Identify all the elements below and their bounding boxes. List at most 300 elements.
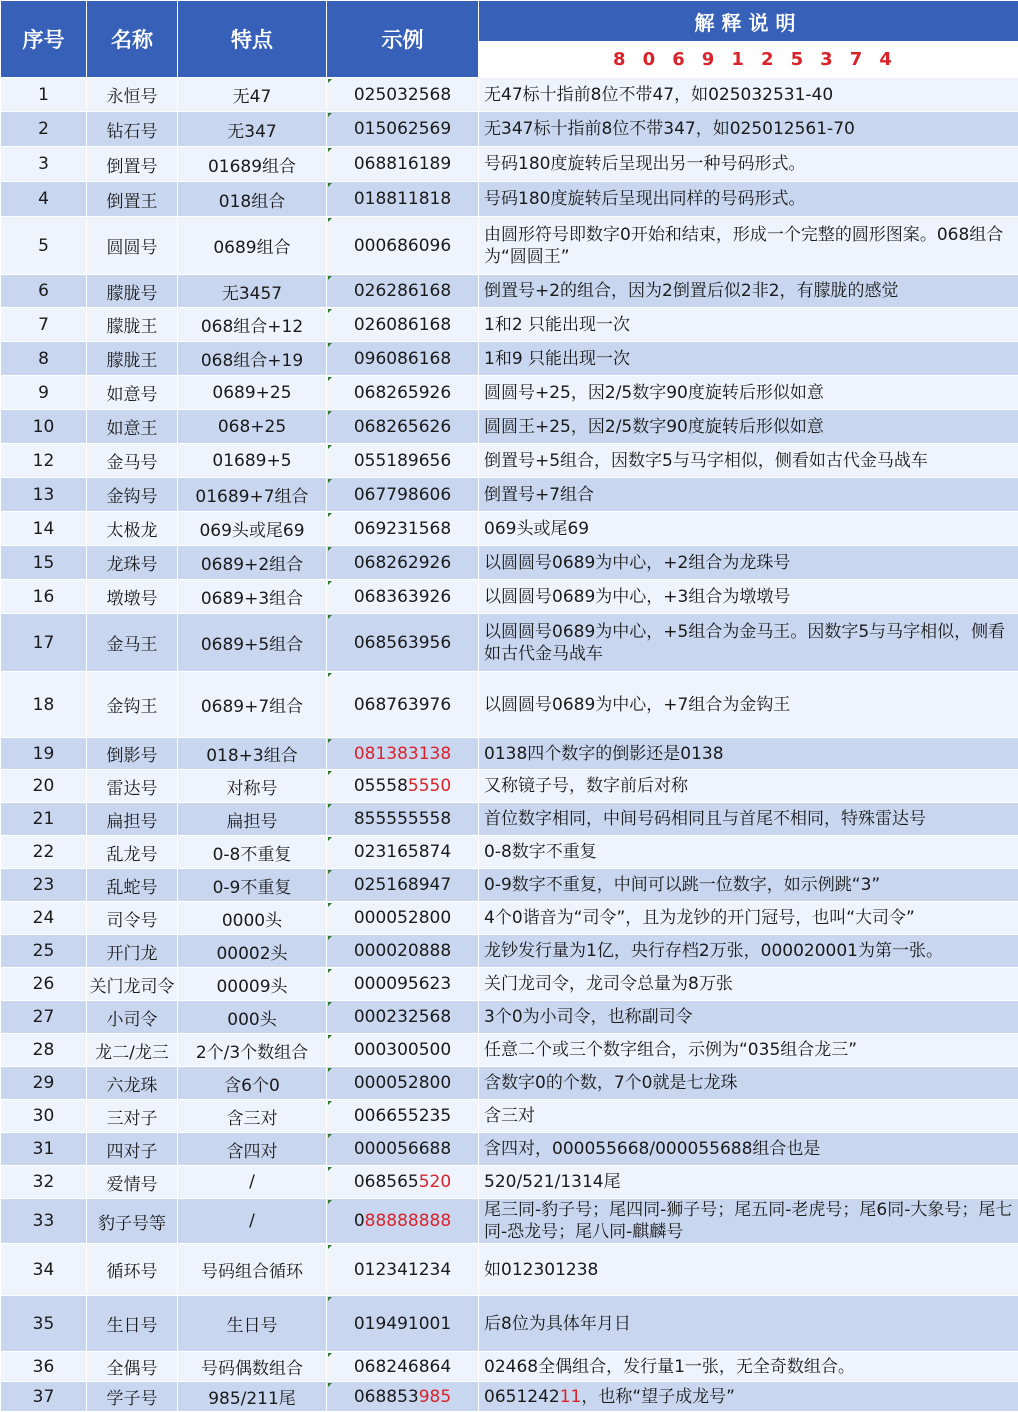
example-digits: 000056688: [354, 1139, 451, 1159]
row-feature: 0000头: [178, 902, 327, 935]
row-description: [479, 1296, 1018, 1352]
row-name: 全偶号: [87, 1352, 178, 1382]
row-index: 37: [1, 1382, 87, 1412]
row-index: 27: [1, 1001, 87, 1034]
row-index: 1: [1, 78, 87, 112]
header-feature: 特点: [178, 1, 327, 78]
table-row: [1, 512, 1018, 546]
row-example: [327, 410, 479, 444]
description-text: 任意二个或三个数字组合，示例为“035组合龙三”: [484, 1040, 857, 1060]
description-text: 1和9 只能出现一次: [484, 349, 630, 369]
description-text: 含数字0的个数，7个0就是七龙珠: [484, 1073, 737, 1093]
table-row: [1, 182, 1018, 217]
description-text: 圆圆号+25，因2/5数字90度旋转后形似如意: [484, 383, 824, 403]
description-text: 又称镜子号，数字前后对称: [484, 776, 688, 796]
table-row: [1, 78, 1018, 112]
row-name: 如意王: [87, 410, 178, 444]
header-digit-sequence: [479, 42, 1018, 78]
description-text: 以圆圆号0689为中心，+3组合为墩墩号: [484, 587, 790, 607]
row-name: 学子号: [87, 1382, 178, 1412]
row-example: [327, 217, 479, 275]
row-name: 司令号: [87, 902, 178, 935]
example-digits: 006655235: [354, 1106, 451, 1126]
row-feature: 0689组合: [178, 217, 327, 275]
row-index: 36: [1, 1352, 87, 1382]
header-description: 解释说明: [479, 1, 1018, 42]
description-text: 069头或尾69: [484, 519, 589, 539]
row-description: [479, 1034, 1018, 1067]
row-name: 生日号: [87, 1296, 178, 1352]
row-example: [327, 836, 479, 869]
example-digits: 05558: [354, 776, 408, 796]
row-index: 9: [1, 376, 87, 410]
digit: 0: [643, 49, 673, 70]
row-name: 墩墩号: [87, 580, 178, 614]
table-row: [1, 1352, 1018, 1382]
row-description: [479, 672, 1018, 738]
example-digits: 019491001: [354, 1314, 451, 1334]
description-text: 以圆圆号0689为中心，+2组合为龙珠号: [484, 553, 790, 573]
row-name: 豹子号等: [87, 1199, 178, 1244]
row-description: [479, 1100, 1018, 1133]
row-index: 33: [1, 1199, 87, 1244]
description-text: 0651242: [484, 1387, 560, 1407]
row-description: [479, 1382, 1018, 1412]
row-name: 循环号: [87, 1244, 178, 1296]
row-feature: 01689+7组合: [178, 478, 327, 512]
row-description: [479, 1067, 1018, 1100]
table-row: [1, 902, 1018, 935]
row-description: [479, 1133, 1018, 1166]
row-name: 金钩王: [87, 672, 178, 738]
row-feature: 号码组合循环: [178, 1244, 327, 1296]
row-index: 28: [1, 1034, 87, 1067]
example-digits: 068563956: [354, 633, 451, 653]
table-row: [1, 738, 1018, 770]
description-text: 如012301238: [484, 1260, 598, 1280]
description-text: 02468全偶组合，发行量1一张，无全奇数组合。: [484, 1357, 855, 1377]
description-text: 号码180度旋转后呈现出另一种号码形式。: [484, 154, 805, 174]
row-feature: 无347: [178, 112, 327, 147]
row-feature: /: [178, 1199, 327, 1244]
row-index: 12: [1, 444, 87, 478]
table-row: [1, 672, 1018, 738]
row-description: [479, 738, 1018, 770]
digit: 5: [791, 49, 821, 70]
example-digits: 026086168: [354, 315, 451, 335]
row-example: [327, 935, 479, 968]
row-example: [327, 1296, 479, 1352]
example-highlight-digits: 520: [419, 1172, 451, 1192]
row-index: 34: [1, 1244, 87, 1296]
row-index: 29: [1, 1067, 87, 1100]
row-name: 圆圆号: [87, 217, 178, 275]
row-feature: 0689+7组合: [178, 672, 327, 738]
row-feature: 号码偶数组合: [178, 1352, 327, 1382]
example-digits: 026286168: [354, 281, 451, 301]
description-text: 尾三同-豹子号；尾四同-狮子号；尾五同-老虎号；尾6同-大象号；尾七同-恐龙号；尾八同-麒麟号: [484, 1200, 1012, 1242]
example-highlight-digits: 88888888: [365, 1211, 452, 1231]
row-index: 10: [1, 410, 87, 444]
row-description: [479, 217, 1018, 275]
description-text: 0138四个数字的倒影还是0138: [484, 744, 724, 764]
digit: 8: [613, 49, 643, 70]
example-digits: 068565: [354, 1172, 419, 1192]
row-example: [327, 1133, 479, 1166]
row-name: 小司令: [87, 1001, 178, 1034]
table-row: [1, 546, 1018, 580]
table-row: [1, 580, 1018, 614]
description-text: 0-8数字不重复: [484, 842, 597, 862]
table-row: [1, 935, 1018, 968]
description-text: 0-9数字不重复，中间可以跳一位数字，如示例跳“3”: [484, 875, 880, 895]
row-description: [479, 1001, 1018, 1034]
description-highlight: 11: [560, 1387, 582, 1407]
row-name: 关门龙司令: [87, 968, 178, 1001]
row-example: [327, 275, 479, 308]
example-digits: 055189656: [354, 451, 451, 471]
example-digits: 000095623: [354, 974, 451, 994]
description-text: 后8位为具体年月日: [484, 1314, 631, 1334]
table-row: [1, 968, 1018, 1001]
row-index: 17: [1, 614, 87, 672]
example-digits: 025032568: [354, 85, 451, 105]
example-digits: 068265926: [354, 383, 451, 403]
row-example: [327, 1244, 479, 1296]
row-index: 16: [1, 580, 87, 614]
row-example: [327, 147, 479, 182]
row-description: [479, 410, 1018, 444]
row-feature: 018组合: [178, 182, 327, 217]
example-digits: 000300500: [354, 1040, 451, 1060]
row-description: [479, 444, 1018, 478]
row-description: [479, 112, 1018, 147]
table-row: [1, 770, 1018, 803]
row-feature: 00009头: [178, 968, 327, 1001]
header-index: 序号: [1, 1, 87, 78]
row-name: 倒置王: [87, 182, 178, 217]
table-row: [1, 275, 1018, 308]
example-digits: 018811818: [354, 189, 451, 209]
example-digits: 068853: [354, 1387, 419, 1407]
description-text: 倒置号+5组合，因数字5与马字相似，侧看如古代金马战车: [484, 451, 928, 471]
row-description: [479, 614, 1018, 672]
row-name: 金马王: [87, 614, 178, 672]
row-feature: 01689组合: [178, 147, 327, 182]
row-index: 14: [1, 512, 87, 546]
row-feature: 2个/3个数组合: [178, 1034, 327, 1067]
example-digits: 000020888: [354, 941, 451, 961]
row-example: [327, 1166, 479, 1199]
row-name: 扁担号: [87, 803, 178, 836]
example-digits: 000052800: [354, 1073, 451, 1093]
description-text: 4个0谐音为“司令”，且为龙钞的开门冠号，也叫“大司令”: [484, 908, 915, 928]
row-feature: /: [178, 1166, 327, 1199]
table-row: [1, 1034, 1018, 1067]
description-text: 含四对，000055668/000055688组合也是: [484, 1139, 820, 1159]
table-row: [1, 478, 1018, 512]
example-digits: 000686096: [354, 236, 451, 256]
row-index: 20: [1, 770, 87, 803]
row-example: [327, 1100, 479, 1133]
row-description: [479, 512, 1018, 546]
table-row: [1, 1166, 1018, 1199]
row-index: 15: [1, 546, 87, 580]
row-example: [327, 968, 479, 1001]
description-text: 首位数字相同，中间号码相同且与首尾不相同，特殊雷达号: [484, 809, 926, 829]
description-text: 无347标十指前8位不带347，如025012561-70: [484, 119, 855, 139]
row-feature: 00002头: [178, 935, 327, 968]
example-digits: 015062569: [354, 119, 451, 139]
table-row: [1, 1199, 1018, 1244]
table-row: [1, 217, 1018, 275]
table-row: [1, 869, 1018, 902]
row-index: 25: [1, 935, 87, 968]
row-feature: 068+25: [178, 410, 327, 444]
row-example: [327, 770, 479, 803]
table-row: [1, 1001, 1018, 1034]
row-name: 金钩号: [87, 478, 178, 512]
table-row: [1, 1100, 1018, 1133]
description-text: 以圆圆号0689为中心，+7组合为金钩王: [484, 695, 790, 715]
row-feature: 扁担号: [178, 803, 327, 836]
table-row: [1, 1133, 1018, 1166]
row-example: [327, 869, 479, 902]
row-index: 18: [1, 672, 87, 738]
table-row: [1, 112, 1018, 147]
digit: 9: [702, 49, 732, 70]
row-feature: 含三对: [178, 1100, 327, 1133]
row-example: [327, 902, 479, 935]
row-feature: 对称号: [178, 770, 327, 803]
row-example: [327, 738, 479, 770]
row-index: 26: [1, 968, 87, 1001]
table-row: [1, 836, 1018, 869]
row-feature: 0689+25: [178, 376, 327, 410]
example-digits: 068363926: [354, 587, 451, 607]
row-index: 3: [1, 147, 87, 182]
row-example: [327, 308, 479, 342]
example-highlight-digits: 081383138: [354, 744, 451, 764]
digit: 4: [879, 49, 909, 70]
row-name: 龙珠号: [87, 546, 178, 580]
row-feature: 含6个0: [178, 1067, 327, 1100]
row-name: 雷达号: [87, 770, 178, 803]
row-description: [479, 1199, 1018, 1244]
row-example: [327, 803, 479, 836]
row-name: 钻石号: [87, 112, 178, 147]
row-example: [327, 1352, 479, 1382]
row-index: 21: [1, 803, 87, 836]
row-feature: 生日号: [178, 1296, 327, 1352]
row-name: 开门龙: [87, 935, 178, 968]
row-description: [479, 580, 1018, 614]
row-description: [479, 836, 1018, 869]
description-text: 关门龙司令，龙司令总量为8万张: [484, 974, 733, 994]
table-row: [1, 1067, 1018, 1100]
row-description: [479, 1244, 1018, 1296]
row-index: 23: [1, 869, 87, 902]
example-highlight-digits: 985: [419, 1387, 451, 1407]
example-digits: 068265626: [354, 417, 451, 437]
row-feature: 0-8不重复: [178, 836, 327, 869]
description-text: 520/521/1314尾: [484, 1172, 621, 1192]
row-feature: 068组合+12: [178, 308, 327, 342]
row-index: 6: [1, 275, 87, 308]
row-description: [479, 546, 1018, 580]
digit: 2: [761, 49, 791, 70]
table-row: [1, 376, 1018, 410]
example-digits: 012341234: [354, 1260, 451, 1280]
row-feature: 0689+5组合: [178, 614, 327, 672]
row-name: 永恒号: [87, 78, 178, 112]
row-feature: 0-9不重复: [178, 869, 327, 902]
row-example: [327, 182, 479, 217]
row-name: 倒影号: [87, 738, 178, 770]
row-example: [327, 580, 479, 614]
row-index: 24: [1, 902, 87, 935]
description-text: 号码180度旋转后呈现出同样的号码形式。: [484, 189, 805, 209]
row-description: [479, 1352, 1018, 1382]
row-index: 19: [1, 738, 87, 770]
row-feature: 985/211尾: [178, 1382, 327, 1412]
table-row: [1, 410, 1018, 444]
row-example: [327, 1034, 479, 1067]
example-digits: 000052800: [354, 908, 451, 928]
example-digits: 855555558: [354, 809, 451, 829]
row-example: [327, 342, 479, 376]
row-feature: 069头或尾69: [178, 512, 327, 546]
row-index: 4: [1, 182, 87, 217]
row-feature: 018+3组合: [178, 738, 327, 770]
row-description: [479, 869, 1018, 902]
digit: 1: [731, 49, 761, 70]
row-example: [327, 1001, 479, 1034]
row-description: [479, 182, 1018, 217]
row-feature: 068组合+19: [178, 342, 327, 376]
table-row: [1, 1296, 1018, 1352]
digit: 3: [820, 49, 850, 70]
row-description: [479, 902, 1018, 935]
row-index: 5: [1, 217, 87, 275]
row-description: [479, 478, 1018, 512]
table-row: [1, 308, 1018, 342]
row-index: 22: [1, 836, 87, 869]
row-index: 8: [1, 342, 87, 376]
row-description: [479, 935, 1018, 968]
row-example: [327, 444, 479, 478]
table-row: [1, 444, 1018, 478]
row-example: [327, 546, 479, 580]
row-description: [479, 147, 1018, 182]
row-name: 乱蛇号: [87, 869, 178, 902]
row-description: [479, 308, 1018, 342]
row-example: [327, 1382, 479, 1412]
description-text: 倒置号+2的组合，因为2倒置后似2非2，有朦胧的感觉: [484, 281, 899, 301]
row-description: [479, 275, 1018, 308]
row-name: 爱情号: [87, 1166, 178, 1199]
row-index: 35: [1, 1296, 87, 1352]
example-digits: 023165874: [354, 842, 451, 862]
example-digits: 025168947: [354, 875, 451, 895]
row-example: [327, 376, 479, 410]
row-name: 朦胧王: [87, 342, 178, 376]
row-name: 金马号: [87, 444, 178, 478]
row-feature: 01689+5: [178, 444, 327, 478]
example-digits: 068816189: [354, 154, 451, 174]
row-example: [327, 78, 479, 112]
example-digits: 069231568: [354, 519, 451, 539]
description-text: 龙钞发行量为1亿，央行存档2万张，000020001为第一张。: [484, 941, 943, 961]
row-example: [327, 112, 479, 147]
row-feature: 000头: [178, 1001, 327, 1034]
row-description: [479, 376, 1018, 410]
row-description: [479, 770, 1018, 803]
row-description: [479, 968, 1018, 1001]
description-text: 3个0为小司令，也称副司令: [484, 1007, 693, 1027]
example-digits: 000232568: [354, 1007, 451, 1027]
description-text: 由圆形符号即数字0开始和结束，形成一个完整的圆形图案。068组合为“圆圆王”: [484, 225, 1003, 267]
row-index: 32: [1, 1166, 87, 1199]
row-example: [327, 672, 479, 738]
row-example: [327, 512, 479, 546]
row-name: 朦胧王: [87, 308, 178, 342]
table-row: [1, 342, 1018, 376]
example-digits: 0: [354, 1211, 365, 1231]
row-example: [327, 478, 479, 512]
table-row: [1, 803, 1018, 836]
row-name: 朦胧号: [87, 275, 178, 308]
table-row: [1, 147, 1018, 182]
row-example: [327, 1199, 479, 1244]
example-digits: 068262926: [354, 553, 451, 573]
table-row: [1, 1382, 1018, 1412]
row-description: [479, 342, 1018, 376]
header-name: 名称: [87, 1, 178, 78]
example-highlight-digits: 5550: [408, 776, 451, 796]
row-example: [327, 614, 479, 672]
table-row: [1, 1244, 1018, 1296]
row-example: [327, 1067, 479, 1100]
row-feature: 含四对: [178, 1133, 327, 1166]
header-example: 示例: [327, 1, 479, 78]
row-index: 31: [1, 1133, 87, 1166]
row-feature: 0689+2组合: [178, 546, 327, 580]
example-digits: 067798606: [354, 485, 451, 505]
description-tail: ，也称“望子成龙号”: [581, 1387, 735, 1407]
row-index: 7: [1, 308, 87, 342]
digit: 7: [850, 49, 880, 70]
description-text: 倒置号+7组合: [484, 485, 594, 505]
row-feature: 无47: [178, 78, 327, 112]
row-name: 三对子: [87, 1100, 178, 1133]
row-description: [479, 1166, 1018, 1199]
row-name: 太极龙: [87, 512, 178, 546]
description-text: 1和2 只能出现一次: [484, 315, 630, 335]
row-description: [479, 803, 1018, 836]
row-index: 13: [1, 478, 87, 512]
row-name: 六龙珠: [87, 1067, 178, 1100]
row-name: 乱龙号: [87, 836, 178, 869]
row-index: 2: [1, 112, 87, 147]
description-text: 圆圆王+25，因2/5数字90度旋转后形似如意: [484, 417, 824, 437]
row-description: [479, 78, 1018, 112]
description-text: 含三对: [484, 1106, 535, 1126]
row-feature: 0689+3组合: [178, 580, 327, 614]
table-row: [1, 614, 1018, 672]
description-text: 以圆圆号0689为中心，+5组合为金马王。因数字5与马字相似，侧看如古代金马战车: [484, 622, 1005, 664]
example-digits: 068246864: [354, 1357, 451, 1377]
